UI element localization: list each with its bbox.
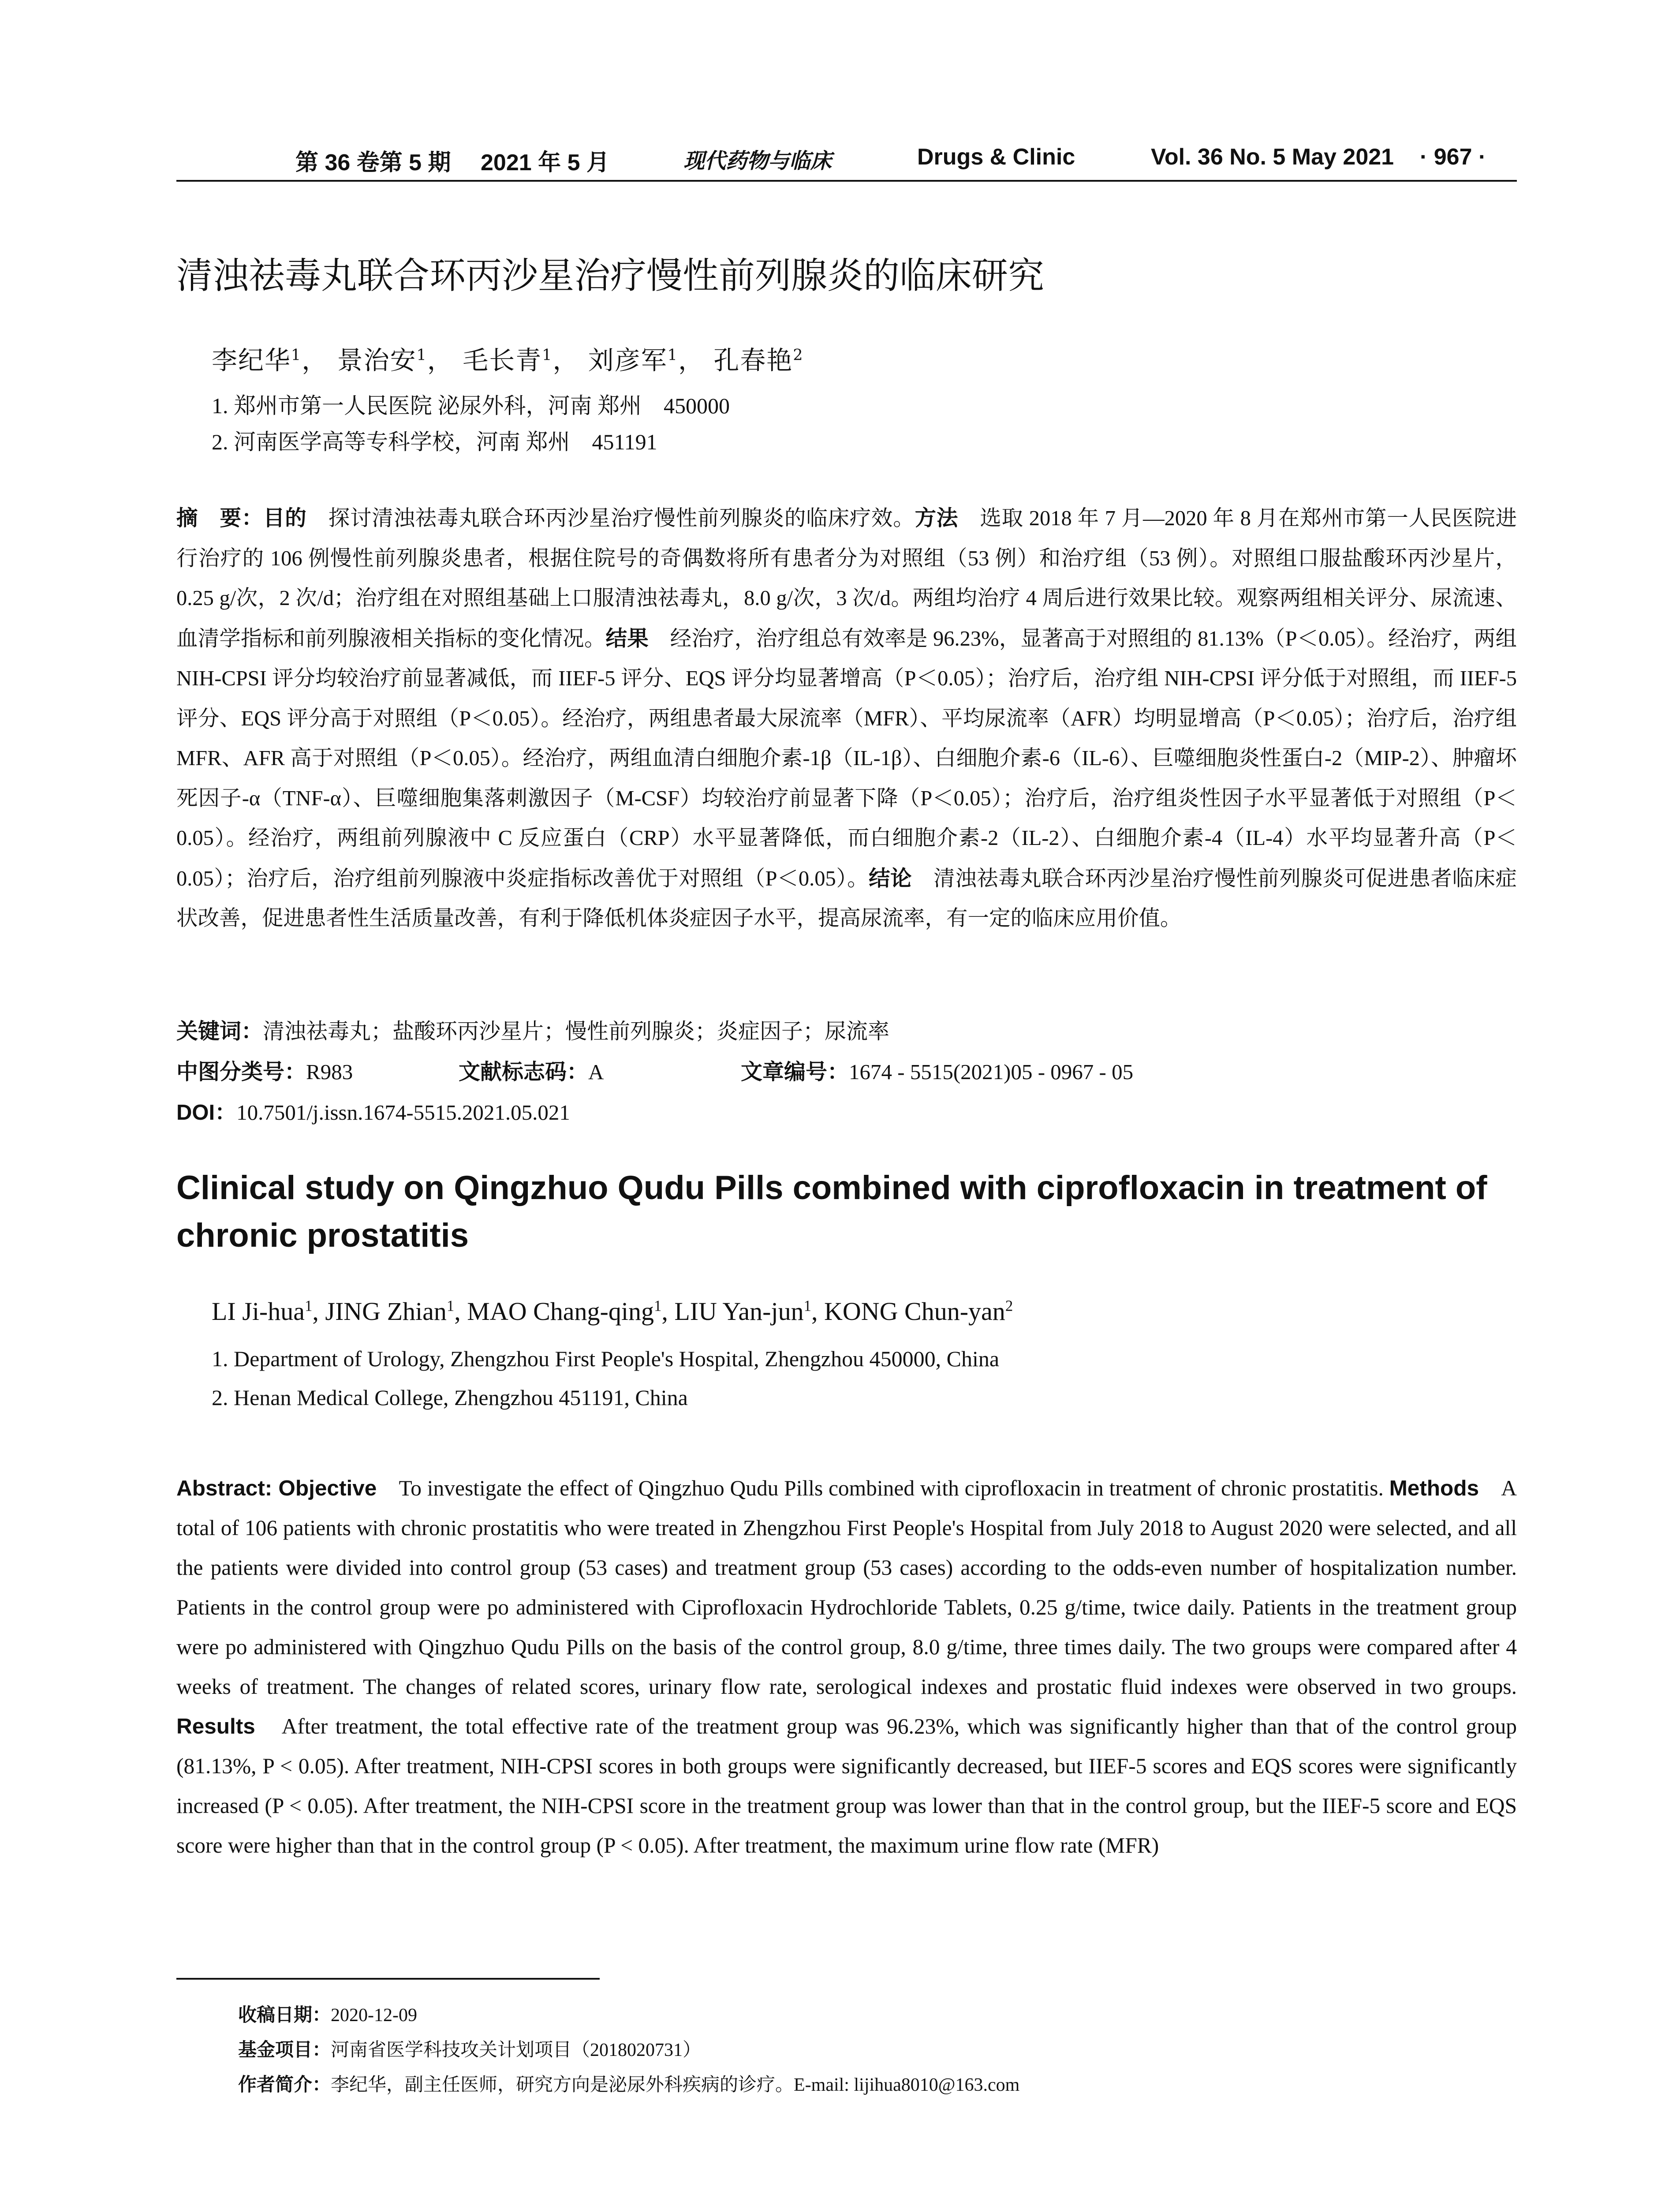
doc-label: 文献标志码： — [459, 1060, 589, 1084]
affiliation-cn-2: 2. 河南医学高等专科学校，河南 郑州 451191 — [212, 430, 657, 454]
footnotes — [238, 1998, 1019, 2102]
author-cn: 毛长青 — [463, 345, 542, 375]
objective-cn-label: 目的 — [263, 506, 307, 530]
received-value: 2020-12-09 — [331, 2005, 417, 2026]
footnote-received — [238, 1998, 1019, 2033]
results-cn-label: 结果 — [605, 626, 649, 650]
objective-en-text: To investigate the effect of Qingzhuo Qudu Pills combined with ciprofloxacin in treatment of chronic prostatitis. — [377, 1476, 1384, 1500]
author-bio-label: 作者简介： — [238, 2074, 331, 2095]
title-cn: 清浊祛毒丸联合环丙沙星治疗慢性前列腺炎的临床研究 — [176, 255, 1045, 297]
classification-line — [176, 1055, 1517, 1086]
author-mark: 1 — [446, 1297, 455, 1315]
author-en: MAO Chang-qing — [467, 1297, 654, 1326]
article-value: 1674 - 5515(2021)05 - 0967 - 05 — [849, 1060, 1134, 1084]
methods-en-text: A total of 106 patients with chronic prostatitis who were treated in Zhengzhou First People's Hospital from July 2018 to August 2020 were selected, and all the patients were divided into control group (53 cases) and treatment group (53 cases) according to the odds-even number of hospitalization number. Patients in the control group were po administered with Ciprofloxacin Hydrochloride Tablets, 0.25 g/time, twice daily. Patients in the treatment group were po administered with Qingzhuo Qudu Pills on the basis of the control group, 8.0 g/time, three times daily. The two groups were compared after 4 weeks of treatment. The changes of related scores, urinary flow rate, serological indexes and prostatic fluid indexes were observed in two groups. — [176, 1476, 1517, 1699]
author-bio-value: 李纪华，副主任医师，研究方向是泌尿外科疾病的诊疗。E-mail: lijihua8010@163.com — [331, 2075, 1020, 2095]
header-page-number: · 967 · — [1420, 144, 1486, 170]
affiliation-en-2: 2. Henan Medical College, Zhengzhou 451191, China — [212, 1385, 688, 1410]
clc-value: R983 — [306, 1060, 353, 1084]
abstract-cn-label: 摘 要： — [176, 506, 264, 530]
methods-cn-text: 选取 2018 年 7 月—2020 年 8 月在郑州市第一人民医院进行治疗的 106 例慢性前列腺炎患者，根据住院号的奇偶数将所有患者分为对照组（53 例）和治疗组（53 例）。对照组口服盐酸环丙沙星片，0.25 g/次，2 次/d；治疗组在对照组基础上口服清浊祛毒丸，8.0 g/次，3 次/d。两组均治疗 4 周后进行效果比较。观察两组相关评分、尿流速、血清学指标和前列腺液相关指标的变化情况。 — [176, 507, 1517, 650]
header-volume-en: Vol. 36 No. 5 May 2021 — [1151, 144, 1394, 170]
footnote-divider — [176, 1978, 600, 1980]
author-cn: 孔春艳 — [713, 345, 793, 375]
fund-label: 基金项目： — [238, 2039, 331, 2060]
conclusion-cn-label: 结论 — [869, 866, 912, 890]
methods-en-label: Methods — [1389, 1476, 1479, 1500]
affiliation-en-1: 1. Department of Urology, Zhengzhou First People's Hospital, Zhengzhou 450000, China — [212, 1346, 1000, 1371]
conclusion-cn-text: 清浊祛毒丸联合环丙沙星治疗慢性前列腺炎可促进患者临床症状改善，促进患者性生活质量改善，有利于降低机体炎症因子水平，提高尿流率，有一定的临床应用价值。 — [176, 867, 1517, 930]
running-header — [176, 140, 1517, 182]
keywords-cn-value: 清浊祛毒丸；盐酸环丙沙星片；慢性前列腺炎；炎症因子；尿流率 — [263, 1019, 890, 1043]
abstract-en-label: Abstract: — [176, 1476, 279, 1500]
author-mark: 1 — [305, 1297, 313, 1315]
fund-value: 河南省医学科技攻关计划项目（2018020731） — [331, 2040, 702, 2060]
footnote-fund — [238, 2033, 1019, 2067]
affiliation-cn-1: 1. 郑州市第一人民医院 泌尿外科，河南 郑州 450000 — [212, 393, 730, 418]
authors-en: LI Ji-hua$^1$, JING Zhian$^1$, MAO Chang-qing$^1$, LIU Yan-jun$^1$, KONG Chun-yan$^2$ — [212, 1297, 1013, 1326]
document-code — [459, 1055, 741, 1086]
doi — [176, 1095, 1517, 1126]
keywords-cn — [176, 1014, 1517, 1045]
author-en: KONG Chun-yan — [824, 1297, 1005, 1326]
doi-label: DOI： — [176, 1101, 237, 1125]
author-en: LI Ji-hua — [212, 1297, 305, 1326]
objective-en-label: Objective — [278, 1476, 377, 1500]
author-cn: 刘彦军 — [588, 345, 668, 375]
author-mark: 1 — [416, 346, 427, 364]
article-label: 文章编号： — [741, 1060, 849, 1084]
abstract-en — [176, 1469, 1517, 1865]
header-journal-en: Drugs & Clinic — [917, 144, 1075, 170]
abstract-cn — [176, 498, 1517, 939]
author-mark: 1 — [803, 1297, 812, 1315]
header-volume-cn: 第 36 卷第 5 期 — [295, 150, 451, 176]
clc-label: 中图分类号： — [176, 1060, 306, 1084]
keywords-cn-label: 关键词： — [176, 1020, 263, 1043]
objective-cn-text: 探讨清浊祛毒丸联合环丙沙星治疗慢性前列腺炎的临床疗效。 — [306, 507, 915, 530]
author-cn: 李纪华 — [212, 345, 291, 375]
author-mark: 1 — [667, 346, 678, 364]
author-en: JING Zhian — [325, 1297, 447, 1326]
received-label: 收稿日期： — [238, 2004, 331, 2025]
author-cn: 景治安 — [337, 345, 417, 375]
footnote-author — [238, 2067, 1019, 2102]
article-number — [741, 1055, 1133, 1086]
results-cn-text: 经治疗，治疗组总有效率是 96.23%，显著高于对照组的 81.13%（P＜0.05）。经治疗，两组 NIH-CPSI 评分均较治疗前显著减低，而 IIEF-5 评分、EQS 评分均显著增高（P＜0.05）；治疗后，治疗组 NIH-CPSI 评分低于对照组，而 IIEF-5 评分、EQS 评分高于对照组（P＜0.05）。经治疗，两组患者最大尿流率（MFR）、平均尿流率（AFR）均明显增高（P＜0.05）；治疗后，治疗组 MFR、AFR 高于对照组（P＜0.05）。经治疗，两组血清白细胞介素-1β（IL-1β）、白细胞介素-6（IL-6）、巨噬细胞炎性蛋白-2（MIP-2）、肿瘤坏死因子-α（TNF-α）、巨噬细胞集落刺激因子（M-CSF）均较治疗前显著下降（P＜0.05）；治疗后，治疗组炎性因子水平显著低于对照组（P＜0.05）。经治疗，两组前列腺液中 C 反应蛋白（CRP）水平显著降低，而白细胞介素-2（IL-2）、白细胞介素-4（IL-4）水平均显著升高（P＜0.05）；治疗后，治疗组前列腺液中炎症指标改善优于对照组（P＜0.05）。 — [176, 627, 1517, 890]
author-mark: 2 — [793, 346, 804, 364]
title-en: Clinical study on Qingzhuo Qudu Pills combined with ciprofloxacin in treatment of chronic prostatitis — [176, 1169, 1487, 1254]
header-journal-cn: 现代药物与临床 — [683, 149, 832, 173]
doc-value: A — [588, 1060, 604, 1084]
author-mark: 1 — [653, 1297, 662, 1315]
author-mark: 1 — [542, 346, 553, 364]
results-en-text: After treatment, the total effective rate of the treatment group was 96.23%, which was significantly higher than that of the control group (81.13%, P < 0.05). After treatment, NIH-CPSI scores in both groups were significantly decreased, but IIEF-5 scores and EQS scores were significantly increased (P < 0.05). After treatment, the NIH-CPSI score in the treatment group was lower than that in the control group, but the IIEF-5 score and EQS score were higher than that in the control group (P < 0.05). After treatment, the maximum urine flow rate (MFR) — [176, 1714, 1517, 1857]
results-en-label: Results — [176, 1714, 255, 1738]
author-mark: 2 — [1005, 1297, 1013, 1315]
authors-cn: 李纪华$^1$， 景治安$^1$， 毛长青$^1$， 刘彦军$^1$， 孔春艳$^2$ — [212, 345, 804, 375]
header-date-cn: 2021 年 5 月 — [481, 150, 609, 176]
author-en: LIU Yan-jun — [674, 1297, 804, 1326]
methods-cn-label: 方法 — [915, 506, 959, 530]
doi-value: 10.7501/j.issn.1674-5515.2021.05.021 — [236, 1100, 570, 1125]
author-mark: 1 — [291, 346, 302, 364]
clc-number — [176, 1055, 459, 1086]
